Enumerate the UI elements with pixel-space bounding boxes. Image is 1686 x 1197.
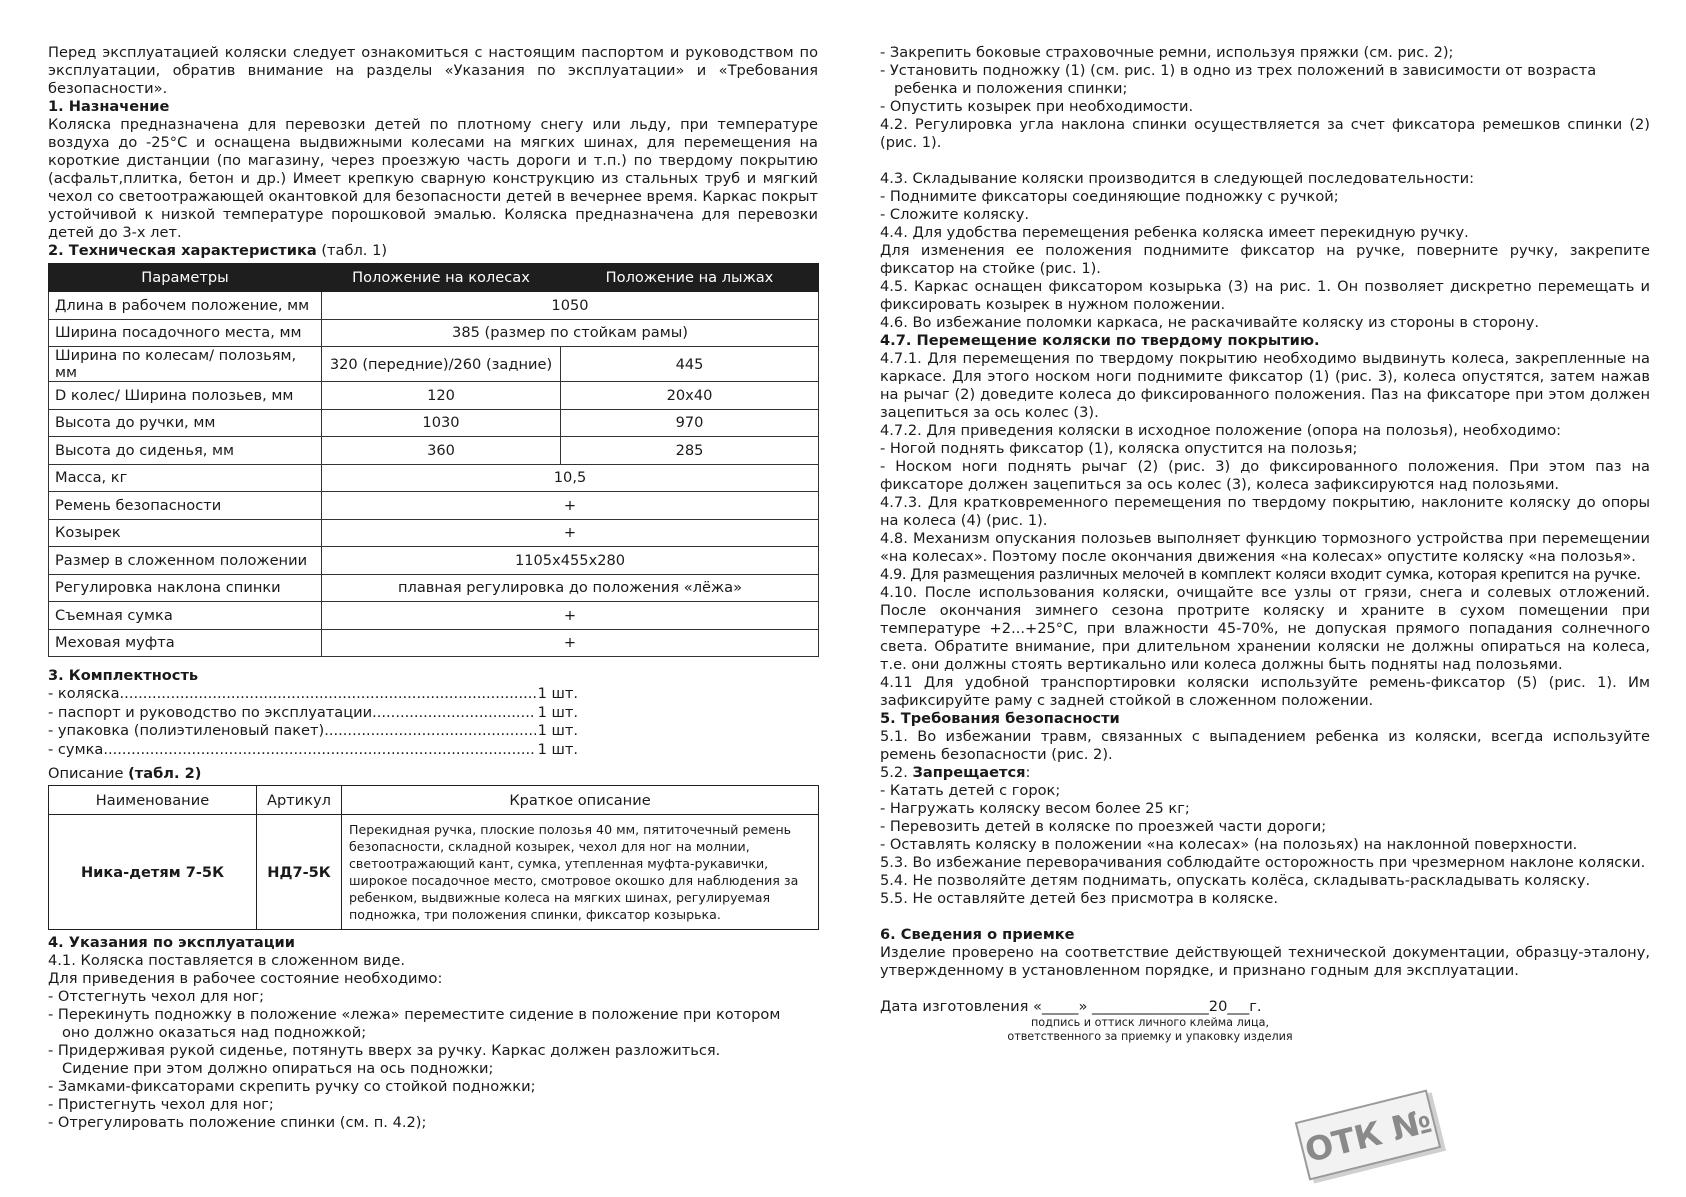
section-3-title: 3. Комплектность — [48, 667, 199, 684]
param-cell: D колес/ Ширина полозьев, мм — [49, 382, 322, 410]
section-2-title: 2. Техническая характеристика — [48, 242, 317, 259]
value-cell: 1105х455х280 — [322, 547, 819, 575]
instruction-step: - Опустить козырек при необходимости. — [880, 98, 1194, 115]
table-row — [49, 437, 819, 465]
paragraph-5-4: 5.4. Не позволяйте детям поднимать, опускать колёса, складывать-раскладывать коляску. — [880, 872, 1591, 889]
prohibited-colon: : — [1025, 764, 1031, 781]
prohibited-label: Запрещается — [912, 764, 1026, 781]
value-cell: 1030 — [322, 409, 561, 437]
param-cell: Ремень безопасности — [49, 492, 322, 520]
table-row — [49, 574, 819, 602]
instruction-step-cont: ребенка и положения спинки; — [894, 80, 1128, 97]
param-cell: Регулировка наклона спинки — [49, 574, 322, 602]
section-2-heading — [48, 242, 818, 260]
param-cell: Меховая муфта — [49, 629, 322, 657]
header-name: Наименование — [49, 786, 257, 815]
paragraph-4-11: 4.11 Для удобной транспортировки коляски используйте ремень-фиксатор (5) (рис. 1). Им зафиксируйте раму с задней стойкой в сложенном положении. — [880, 674, 1650, 709]
kit-item-name: - сумка — [48, 740, 104, 758]
value-cell: 320 (передние)/260 (задние) — [322, 347, 561, 382]
paragraph-4-7-1: 4.7.1. Для перемещения по твердому покрытию необходимо выдвинуть колеса, закрепленные на каркасе. Для этого носком ноги поднимите фиксатор (1) (рис. 3), колеса опустятся, затем нажав на рычаг (2) доведите колеса до фиксированного положения. Паз на фиксаторе при этом должен зацепиться за ось колес (3). — [880, 350, 1650, 421]
table-row — [49, 292, 819, 320]
table-row — [49, 547, 819, 575]
signature-caption-line2: ответственного за приемку и упаковку изделия — [1007, 1030, 1293, 1043]
value-cell: 1050 — [322, 292, 819, 320]
paragraph-4-5: 4.5. Каркас оснащен фиксатором козырька (3) на рис. 1. Он позволяет дискретно перемещать и фиксировать козырек в нужном положении. — [880, 278, 1650, 313]
value-cell: + — [322, 519, 819, 547]
kit-item — [48, 741, 578, 760]
table-row — [49, 629, 819, 657]
prohibition-item: - Катать детей с горок; — [880, 782, 1061, 799]
right-column — [880, 44, 1650, 1044]
left-column — [48, 44, 818, 1132]
instruction-step: - Установить подножку (1) (см. рис. 1) в одно из трех положений в зависимости от возраста — [880, 62, 1597, 79]
section-1-title: 1. Назначение — [48, 98, 170, 115]
intro-paragraph: Перед эксплуатацией коляски следует ознакомиться с настоящим паспортом и руководством по эксплуатации, обратив внимание на разделы «Указания по эксплуатации» и «Требования безопасности». — [48, 44, 818, 97]
paragraph-4-7-3: 4.7.3. Для кратковременного перемещения по твердому покрытию, наклоните коляску до опоры на колеса (4) (рис. 1). — [880, 494, 1650, 529]
value-cell: 970 — [561, 409, 819, 437]
instruction-4-1: 4.1. Коляска поставляется в сложенном виде. — [48, 952, 405, 969]
value-cell: 285 — [561, 437, 819, 465]
paragraph-4-8: 4.8. Механизм опускания полозьев выполняет функцию тормозного устройства при перемещении «на колесах». Поэтому после окончания движения «на колесах» опустите коляску «на полозья». — [880, 530, 1650, 565]
paragraph-4-6: 4.6. Во избежание поломки каркаса, не раскачивайте коляску из стороны в сторону. — [880, 314, 1540, 331]
section-4-title: 4. Указания по эксплуатации — [48, 934, 295, 951]
instruction-step: - Носком ноги поднять рычаг (2) (рис. 3) до фиксированного положения. При этом паз на фиксаторе должен зацепиться за ось колес (3), колеса зафиксируются над полозьями. — [880, 458, 1650, 493]
acceptance-text: Изделие проверено на соответствие действующей технической документации, образцу-эталону, утвержденному в установленном порядке, и признано годным для эксплуатации. — [880, 944, 1650, 979]
instruction-lead: Для приведения в рабочее состояние необходимо: — [48, 970, 443, 987]
kit-leader-dots — [120, 685, 536, 704]
instruction-step-cont: оно должно оказаться над подножкой; — [62, 1024, 367, 1041]
param-cell: Длина в рабочем положение, мм — [49, 292, 322, 320]
otk-stamp: ОТК № — [1295, 1089, 1441, 1180]
section-6-title: 6. Сведения о приемке — [880, 926, 1075, 943]
table-row — [49, 815, 819, 930]
kit-leader-dots — [103, 741, 535, 760]
value-cell: 445 — [561, 347, 819, 382]
value-cell: 20х40 — [561, 382, 819, 410]
kit-item-qty: 1 шт. — [537, 740, 578, 758]
param-cell: Съемная сумка — [49, 602, 322, 630]
table-header-row — [49, 786, 819, 815]
kit-item — [48, 722, 578, 741]
instruction-step: - Сложите коляску. — [880, 206, 1030, 223]
manufacture-date-line: Дата изготовления «_____» ________________20___г. — [880, 998, 1262, 1015]
description-table — [48, 785, 819, 930]
paragraph-4-10: 4.10. После использования коляски, очищайте все узлы от грязи, снега и солевых отложений. После окончания зимнего сезона протрите коляску и храните в сухом помещении при температуре +2...+25°С, при влажности 45-70%, не допуская прямого попадания солнечного света. Обратите внимание, при длительном хранении коляски не должны опираться на колеса, т.е. они должны стоять вертикально или колеса должны быть подняты над полозьями. — [880, 584, 1650, 673]
section-2-table-ref: (табл. 1) — [316, 242, 388, 259]
kit-item-qty: 1 шт. — [537, 703, 578, 721]
paragraph-5-3: 5.3. Во избежание переворачивания соблюдайте осторожность при чрезмерном наклоне коляски. — [880, 854, 1646, 871]
kit-item-name: - паспорт и руководство по эксплуатации — [48, 703, 373, 721]
table-row — [49, 382, 819, 410]
table-row — [49, 319, 819, 347]
param-cell: Козырек — [49, 519, 322, 547]
instruction-step: - Замками-фиксаторами скрепить ручку со стойкой подножки; — [48, 1078, 536, 1095]
header-parameters: Параметры — [49, 264, 322, 292]
description-label: Описание — [48, 765, 129, 782]
section-4-7-title: 4.7. Перемещение коляски по твердому покрытию. — [880, 332, 1320, 349]
value-cell: плавная регулировка до положения «лёжа» — [322, 574, 819, 602]
instruction-step: - Отстегнуть чехол для ног; — [48, 988, 265, 1005]
table-row — [49, 409, 819, 437]
description-heading — [48, 765, 818, 783]
param-cell: Ширина по колесам/ полозьям, мм — [49, 347, 322, 382]
paragraph-4-3: 4.3. Складывание коляски производится в следующей последовательности: — [880, 170, 1474, 187]
table-row — [49, 347, 819, 382]
kit-leader-dots — [372, 704, 535, 723]
product-article: НД7-5К — [257, 815, 342, 930]
product-description: Перекидная ручка, плоские полозья 40 мм, пятиточечный ремень безопасности, складной козырек, чехол для ног на молнии, светоотражающий кант, сумка, утепленная муфта-рукавички, широкое посадочное место, смотровое окошко для наблюдения за ребенком, выдвижные колеса на мягких шинах, регулируемая подножка, три положения спинки, фиксатор козырька. — [342, 815, 819, 930]
value-cell: 360 — [322, 437, 561, 465]
prohibition-item: - Оставлять коляску в положении «на колесах» (на полозьях) на наклонной поверхности. — [880, 836, 1578, 853]
product-name: Ника-детям 7-5К — [49, 815, 257, 930]
tech-spec-table — [48, 263, 819, 657]
kit-item-name: - упаковка (полиэтиленовый пакет) — [48, 722, 325, 739]
paragraph-4-9: 4.9. Для размещения различных мелочей в комплект коляси входит сумка, которая крепится на ручке. — [880, 566, 1641, 583]
kit-item-qty: 1 шт. — [537, 722, 578, 739]
kit-item — [48, 685, 578, 704]
value-cell: + — [322, 629, 819, 657]
prohibition-item: - Перевозить детей в коляске по проезжей части дороги; — [880, 818, 1327, 835]
prohibition-item: - Нагружать коляску весом более 25 кг; — [880, 800, 1190, 817]
instruction-step-cont: Сидение при этом должно опираться на ось подножки; — [62, 1060, 494, 1077]
param-cell: Масса, кг — [49, 464, 322, 492]
instruction-step: - Перекинуть подножку в положение «лежа» переместите сидение в положение при котором — [48, 1006, 781, 1023]
kit-item-name: - коляска — [48, 685, 120, 702]
table-row — [49, 602, 819, 630]
instruction-step: - Придерживая рукой сиденье, потянуть вверх за ручку. Каркас должен разложиться. — [48, 1042, 721, 1059]
table-header-row — [49, 264, 819, 292]
param-cell: Ширина посадочного места, мм — [49, 319, 322, 347]
value-cell: 120 — [322, 382, 561, 410]
table-row — [49, 464, 819, 492]
paragraph-5-2-number: 5.2. — [880, 764, 913, 781]
paragraph-5-1: 5.1. Во избежании травм, связанных с выпадением ребенка из коляски, всегда используйте ремень безопасности (рис. 2). — [880, 728, 1650, 763]
instruction-step: - Отрегулировать положение спинки (см. п. 4.2); — [48, 1114, 427, 1131]
value-cell: 10,5 — [322, 464, 819, 492]
header-wheels: Положение на колесах — [322, 264, 561, 292]
value-cell: + — [322, 492, 819, 520]
section-5-title: 5. Требования безопасности — [880, 710, 1120, 727]
instruction-step: - Закрепить боковые страховочные ремни, используя пряжки (см. рис. 2); — [880, 44, 1454, 61]
param-cell: Размер в сложенном положении — [49, 547, 322, 575]
instruction-step: - Пристегнуть чехол для ног; — [48, 1096, 274, 1113]
paragraph-4-7-2: 4.7.2. Для приведения коляски в исходное положение (опора на полозья), необходимо: — [880, 422, 1562, 439]
param-cell: Высота до ручки, мм — [49, 409, 322, 437]
paragraph-4-4: 4.4. Для удобства перемещения ребенка коляска имеет перекидную ручку. — [880, 224, 1469, 241]
header-article: Артикул — [257, 786, 342, 815]
table-row — [49, 519, 819, 547]
instruction-step: - Поднимите фиксаторы соединяющие подножку с ручкой; — [880, 188, 1339, 205]
kit-leader-dots — [324, 722, 535, 741]
kit-item-qty: 1 шт. — [537, 685, 578, 702]
value-cell: 385 (размер по стойкам рамы) — [322, 319, 819, 347]
instruction-step: - Ногой поднять фиксатор (1), коляска опустится на полозья; — [880, 440, 1358, 457]
description-table-ref: (табл. 2) — [128, 765, 202, 782]
value-cell: + — [322, 602, 819, 630]
paragraph-4-4-cont: Для изменения ее положения поднимите фиксатор на ручке, поверните ручку, закрепите фиксатор на стойке (рис. 1). — [880, 242, 1650, 277]
paragraph-5-5: 5.5. Не оставляйте детей без присмотра в коляске. — [880, 890, 1278, 907]
kit-item — [48, 704, 578, 723]
param-cell: Высота до сиденья, мм — [49, 437, 322, 465]
header-short-description: Краткое описание — [342, 786, 819, 815]
paragraph-4-2: 4.2. Регулировка угла наклона спинки осуществляется за счет фиксатора ремешков спинки (2) (рис. 1). — [880, 116, 1650, 151]
header-skis: Положение на лыжах — [561, 264, 819, 292]
paragraph-5-2 — [880, 764, 1650, 782]
table-row — [49, 492, 819, 520]
section-1-text: Коляска предназначена для перевозки детей по плотному снегу или льду, при температуре воздуха до -25°С и оснащена выдвижными колесами на мягких шинах, для перемещения на короткие дистанции (по магазину, через проезжую часть дороги и т.п.) по твердому покрытию (асфальт,плитка, бетон и др.) Имеет крепкую сварную конструкцию из стальных труб и мягкий чехол со светоотражающей окантовкой для безопасности детей в вечернее время. Каркас покрыт устойчивой к низкой температуре порошковой эмалью. Коляска предназначена для перевозки детей до 3-х лет. — [48, 116, 818, 241]
signature-caption-line1: подпись и оттиск личного клейма лица, — [1030, 1016, 1270, 1029]
